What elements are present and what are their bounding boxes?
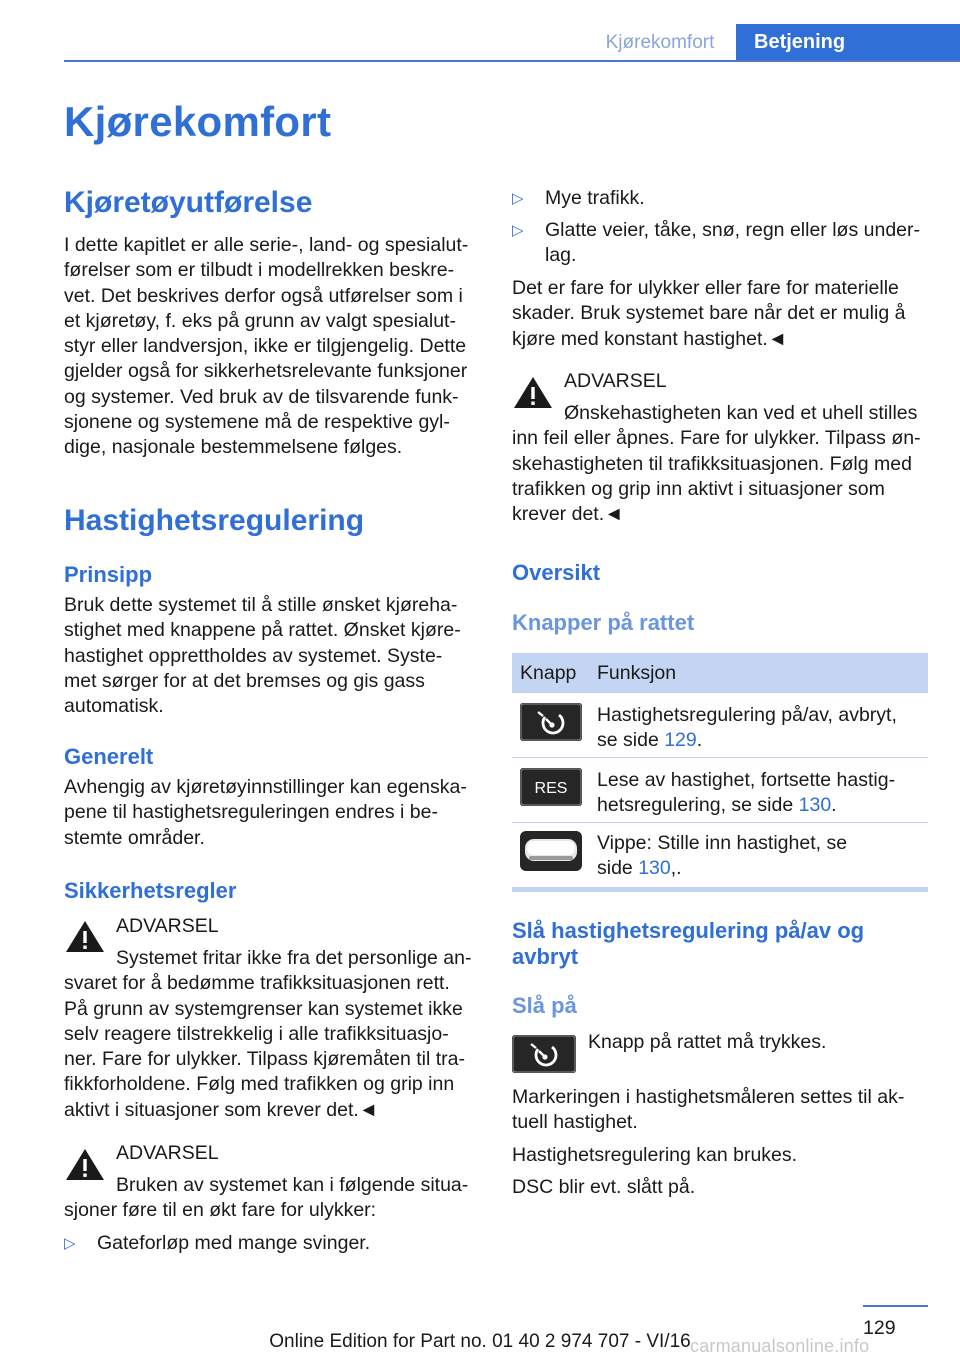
paragraph-vehicle-version: I dette kapitlet er alle serie-, land- og spesialut- førelser som er tilbudt i modellrekken beskre- vet. Det beskrives derfor også utførelser som i et kjøretøy, f. eks på grunn av valgt spesialut- styr eller landversjon, ikke er tilgjengelig. Dette gjelder også for sikkerhetsrelevante funksjoner og systemer. Ved bruk av de tilsvarende funk- sjonene og systemene må de respektive gyl- dige, nasjonale bestemmelsene følges. bbox=[64, 234, 469, 459]
edition-footer: Online Edition for Part no. 01 40 2 974 707 - VI/16 bbox=[269, 1331, 691, 1352]
heading-steering-buttons: Knapper på rattet bbox=[512, 610, 695, 635]
footer-divider bbox=[863, 1305, 928, 1307]
table-row bbox=[512, 693, 928, 758]
table-header bbox=[512, 653, 928, 693]
page-reference-link[interactable]: 130 bbox=[798, 794, 832, 817]
header-divider bbox=[64, 60, 960, 62]
paragraph-usable: Hastighetsregulering kan brukes. bbox=[512, 1144, 798, 1166]
table-header-cell: Funksjon bbox=[597, 662, 677, 684]
page-number: 129 bbox=[863, 1317, 896, 1339]
heading-vehicle-version: Kjøretøyutførelse bbox=[64, 186, 313, 219]
table-cell-function: Vippe: Stille inn hastighet, se side 130,. bbox=[597, 832, 848, 880]
heading-general: Generelt bbox=[64, 744, 154, 769]
warning-label: ADVARSEL bbox=[116, 1142, 219, 1164]
paragraph-dsc: DSC blir evt. slått på. bbox=[512, 1176, 696, 1198]
table-row bbox=[512, 823, 928, 888]
table-header-cell: Knapp bbox=[520, 662, 577, 684]
warning-text: Systemet fritar ikke fra det personlige an- svaret for å bedømme trafikksituasjonen rett. På grunn av systemgrenser kan systemet ikke selv reagere tilstrekkelig i alle trafikksituasjo- ner. Fare for ulykker. Tilpass kjøremåten til tra- fikkforholdene. Følg med trafikken og grip inn aktivt i situasjoner som krever det.◄ bbox=[64, 947, 472, 1121]
cruise-control-icon bbox=[520, 703, 582, 746]
heading-principle: Prinsipp bbox=[64, 562, 153, 587]
header-section-label: Kjørekomfort bbox=[605, 32, 715, 53]
paragraph-marking: Markeringen i hastighetsmåleren settes til ak- tuell hastighet. bbox=[512, 1086, 905, 1134]
res-button-label: RES bbox=[534, 780, 568, 797]
page-title: Kjørekomfort bbox=[64, 98, 332, 145]
heading-cruise-control: Hastighetsregulering bbox=[64, 504, 365, 537]
page-reference-link[interactable]: 130 bbox=[638, 857, 671, 880]
heading-overview: Oversikt bbox=[512, 560, 601, 585]
paragraph-principle: Bruk dette systemet til å stille ønsket kjøreha- stighet med knappene på rattet. Ønsket kjøre- hastighet opprettholdes av systemet. Syste- met sørger for at det bremses og gis gass automatisk. bbox=[64, 594, 461, 718]
table-cell-function: Lese av hastighet, fortsette hastig- hetsregulering, se side 130. bbox=[597, 769, 896, 817]
page-reference-link[interactable]: 129 bbox=[664, 729, 697, 752]
bullet-triangle-icon: ▷ bbox=[64, 1235, 76, 1252]
heading-safety-rules: Sikkerhetsregler bbox=[64, 878, 237, 903]
warning-text: Bruken av systemet kan i følgende situa- sjoner føre til en økt fare for ulykker: bbox=[64, 1174, 469, 1222]
table-row bbox=[512, 758, 928, 823]
heading-switch-on-off: Slå hastighetsregulering på/av og avbryt bbox=[512, 918, 865, 969]
header-chapter-tab: Betjening bbox=[736, 24, 960, 61]
paragraph-press-button: Knapp på rattet må trykkes. bbox=[588, 1031, 827, 1053]
paragraph-general: Avhengig av kjøretøyinnstillinger kan egenska- pene til hastighetsreguleringen endres i be- stemte områder. bbox=[64, 776, 467, 849]
bullet-triangle-icon: ▷ bbox=[512, 190, 524, 207]
warning-text: Ønskehastigheten kan ved et uhell stilles inn feil eller åpnes. Fare for ulykker. Tilpass øn- skehastigheten til trafikksituasjonen. Følg med trafikken og grip inn aktivt i situasjoner som krever det.◄ bbox=[512, 402, 921, 526]
warning-label: ADVARSEL bbox=[564, 370, 667, 392]
heading-switch-on: Slå på bbox=[512, 993, 577, 1018]
warning-label: ADVARSEL bbox=[116, 915, 219, 937]
rocker-switch-icon bbox=[520, 831, 582, 876]
buttons-table bbox=[512, 653, 928, 888]
table-end-rule bbox=[512, 887, 928, 892]
bullet-triangle-icon: ▷ bbox=[512, 222, 524, 239]
cruise-control-icon bbox=[512, 1035, 576, 1078]
watermark: carmanualsonline.info bbox=[690, 1336, 870, 1356]
res-button-icon bbox=[520, 768, 582, 811]
table-cell-function: Hastighetsregulering på/av, avbryt, se side 129. bbox=[597, 704, 897, 752]
paragraph-danger: Det er fare for ulykker eller fare for materielle skader. Bruk systemet bare når det er mulig å kjøre med konstant hastighet.◄ bbox=[512, 277, 906, 350]
